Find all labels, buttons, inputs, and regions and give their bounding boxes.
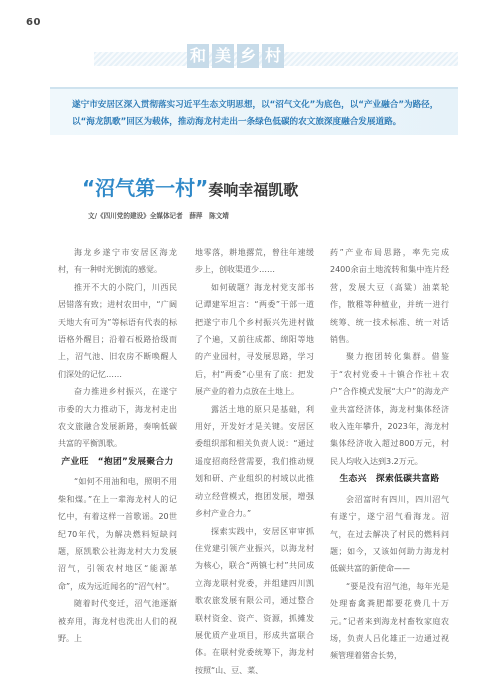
paragraph: 随着时代变迁，沼气池逐渐被弃用，海龙村也洗出人们的视野。上: [58, 595, 177, 647]
paragraph: 药”产业布局思路，率先完成2400余亩土地流转和集中连片经营，发展大豆（高粱）油菜轮作，散稚等种植业，并统一进行统筹、统一技术标准、统一对话销售。: [330, 244, 449, 348]
headline-rest: 奏响幸福凯歌: [208, 181, 298, 199]
column-title: [187, 44, 284, 68]
column-title-char: 村: [262, 44, 284, 68]
section-heading: 产业旺 “抱团”发展聚合力: [58, 454, 177, 471]
column-title-char: 和: [187, 44, 209, 68]
article-column-3: [330, 244, 449, 665]
paragraph: 推开不大的小院门，川西民居错落有致；进村农田中，“广阔天地大有可为”等标语有代表的标语格外醒目；沿着石板路拾级而上，沼气池、旧农房不断唤醒人们深处的记忆……: [58, 279, 177, 383]
headline-highlight: “沼气第一村”: [82, 176, 208, 200]
byline: 文/《四川党的建设》全媒体记者 薛萍 陈文靖: [88, 210, 229, 220]
section-heading: 生态兴 探索低碳共富路: [330, 471, 449, 488]
paragraph: “如何不用油和电，照明不用柴和煤。”在上一辈海龙村人的记忆中，有着这样一首歌谣。20世纪70年代，为解决燃料短缺问题，原凯歌公社海龙村大力发展沼气，引领农村地区“能源革命”，成为远近闻名的“沼气村”。: [58, 473, 177, 595]
article-column-2: [195, 244, 314, 679]
paragraph: 地零落，耕地撂荒，曾往年速缓步上，创收渠道少……: [195, 244, 314, 279]
paragraph: 海龙乡遂宁市安居区海龙村，有一种时光倒流的感觉。: [58, 244, 177, 279]
article-column-1: [58, 244, 177, 647]
column-title-char: 乡: [237, 44, 259, 68]
article-headline: [82, 172, 298, 201]
intro-band: [50, 87, 458, 135]
column-title-char: 美: [212, 44, 234, 68]
paragraph: “要是没有沼气池，每年光是处理畜禽粪肥都要花费几十万元。”记者来到海龙村畜牧家庭农场，负责人吕化雄正一边通过视频管理着猪舍长势，: [330, 578, 449, 665]
paragraph: 探索实践中，安居区审审抓住党建引领产业振兴，以海龙村为核心，联合“两镇七村”共同成立海龙联村党委，并组建四川凯歌农旅发展有限公司，通过整合联村资金、资产、资源，抓摊发展优质产业项目，形成共富联合体。在联村党委统筹下，海龙村按照“山、豆、菜、: [195, 523, 314, 679]
page-number: 60: [26, 17, 41, 28]
paragraph: 奋力推进乡村振兴，在遂宁市委的大力推动下，海龙村走出农文旅融合发展新路，奏响低碳共富的平衡凯歌。: [58, 383, 177, 453]
paragraph: 如何破题？海龙村党支部书记谭建军坦言：“两委”干部一道把遂宁市几个乡村振兴先进村做了个遍，又前往成都、绵阳等地的产业园村，寻发展思路，学习后，村“两委”心里有了底：把发展产业的着力点放在土地上。: [195, 279, 314, 401]
intro-text: 遂宁市安居区深入贯彻落实习近平生态文明思想，以“沼气文化”为底色，以“产业融合”为路径，以“海龙凯歌”回区为载体，推动海龙村走出一条绿色低碳的农文旅深度融合发展道路。: [72, 97, 446, 131]
paragraph: 聚力抱团转化集群。借鉴于“农村党委＋十镇合作社＋农户”合作模式发展“大户”的海龙产业共富经济体，海龙村集体经济收入连年攀升，2023年，海龙村集体经济收入超过800万元，村民人均收入达到3.2万元。: [330, 348, 449, 470]
paragraph: 会沼富时有四川，四川沼气有遂宁，遂宁沼气看海龙。沼气，在过去解决了村民的燃料问题；如今，又该如何助力海龙村低碳共富的新使命——: [330, 491, 449, 578]
paragraph: 露活土地的原只是基础，利用好，开发好才是关键。安居区委组织部和相关负责人说：“通过遥度招商经营需要，我们推动规划和研、产业组织的村域以此推动立经营模式，抱团发展，增强乡村产业合力。”: [195, 401, 314, 523]
